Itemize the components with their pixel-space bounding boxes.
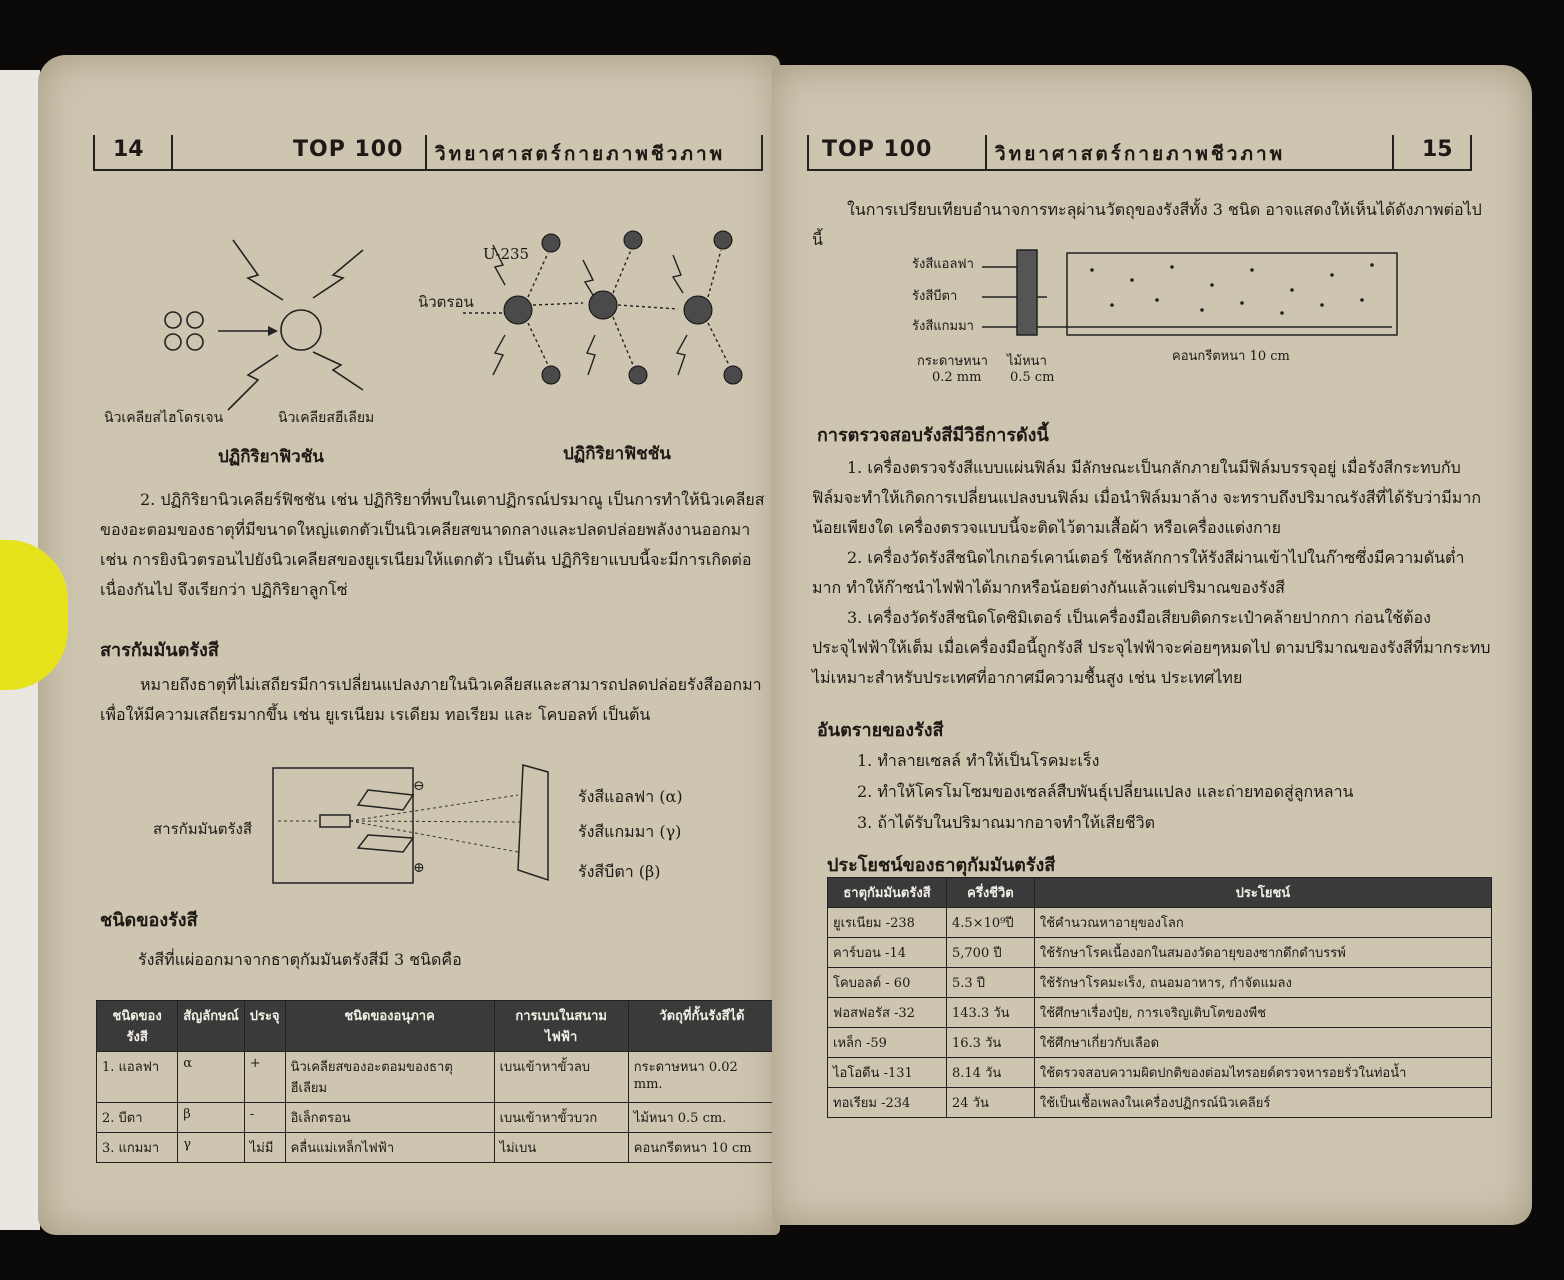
ray-table-header-cell: การเบนในสนามไฟฟ้า: [494, 1001, 628, 1052]
ray-table-cell: เบนเข้าหาขั้วลบ: [494, 1052, 628, 1103]
ray-table-row: [97, 1133, 776, 1163]
minus-sign: ⊖: [413, 778, 425, 794]
uses-table-row: [828, 998, 1492, 1028]
danger-item-3: 3. ถ้าได้รับในปริมาณมากอาจทำให้เสียชีวิต: [857, 813, 1156, 832]
ray-table-cell: +: [244, 1052, 285, 1103]
ray-table-cell: 2. บีตา: [97, 1103, 178, 1133]
uses-table-row: [828, 1088, 1492, 1118]
wood-label: ไม้หนา: [1007, 354, 1047, 369]
ray-table-cell: γ: [178, 1133, 244, 1163]
left-header-title: วิทยาศาสตร์กายภาพชีวภาพ: [435, 143, 726, 165]
uses-table-row: [828, 1058, 1492, 1088]
u235-label: U-235: [483, 245, 530, 263]
field-diagram: [268, 760, 568, 890]
detection-heading: การตรวจสอบรังสีมีวิธีการดังนี้: [817, 425, 1049, 446]
plus-sign: ⊕: [413, 860, 425, 876]
uses-table-row: [828, 938, 1492, 968]
ray-table-cell: β: [178, 1103, 244, 1133]
fusion-caption: ปฏิกิริยาฟิวชัน: [218, 447, 324, 467]
ray-types-table: [96, 1000, 776, 1163]
helium-label: นิวเคลียสฮีเลียม: [278, 410, 375, 426]
danger-list: [857, 745, 1497, 838]
uses-table-cell: 8.14 วัน: [947, 1058, 1035, 1088]
ray-table-cell: คอนกรีตหนา 10 cm: [628, 1133, 775, 1163]
ray-table-cell: ไม่เบน: [494, 1133, 628, 1163]
pen-gamma-label: รังสีแกมมา: [912, 319, 974, 334]
detection-item-2: 2. เครื่องวัดรังสีชนิดไกเกอร์เคาน์เตอร์ ใช้หลักการให้รังสีผ่านเข้าไปในก๊าซซึ่งมีความดันต่ำมาก ทำให้ก๊าซนำไฟฟ้าได้มากหรือน้อยต่างกันแล้วแต่ปริมาณของรังสี: [812, 548, 1465, 597]
uses-table-cell: 5.3 ปี: [947, 968, 1035, 998]
uses-heading: ประโยชน์ของธาตุกัมมันตรังสี: [827, 855, 1056, 876]
uses-table-cell: 5,700 ปี: [947, 938, 1035, 968]
uses-table-cell: ยูเรเนียม -238: [828, 908, 947, 938]
uses-table-cell: ไอโอดีน -131: [828, 1058, 947, 1088]
fission-paragraph: 2. ปฏิกิริยานิวเคลียร์ฟิชชัน เช่น ปฏิกิริยาที่พบในเตาปฏิกรณ์ปรมาณู เป็นการทำให้นิวเคลียสของอะตอมของธาตุที่มีขนาดใหญ่แตกตัวเป็นนิวเคลียสขนาดกลางและปลดปล่อยพลังงานออกมา เช่น การยิงนิวตรอนไปยังนิวเคลียสของยูเรเนียมให้แตกตัว เป็นต้น ปฏิกิริยาแบบนี้จะมีการเกิดต่อเนื่องกันไป จึงเรียกว่า ปฏิกิริยาลูกโซ่: [100, 490, 765, 599]
ray-table-cell: ไม่มี: [244, 1133, 285, 1163]
penetration-intro: ในการเปรียบเทียบอำนาจการทะลุผ่านวัตถุของรังสีทั้ง 3 ชนิด อาจแสดงให้เห็นได้ดังภาพต่อไปนี้: [812, 200, 1482, 249]
beta-ray-label: รังสีบีตา (β): [578, 862, 661, 881]
uses-table-header-cell: ธาตุกัมมันตรังสี: [828, 878, 947, 908]
radioactive-paragraph: หมายถึงธาตุที่ไม่เสถียรมีการเปลี่ยนแปลงภายในนิวเคลียสและสามารถปลดปล่อยรังสีออกมา เพื่อให้มีความเสถียรมากขึ้น เช่น ยูเรเนียม เรเดียม ทอเรียม และ โคบอลท์ เป็นต้น: [100, 675, 762, 724]
uses-table-cell: ใช้รักษาโรคมะเร็ง, ถนอมอาหาร, กำจัดแมลง: [1034, 968, 1491, 998]
detection-item-1: 1. เครื่องตรวจรังสีแบบแผ่นฟิล์ม มีลักษณะเป็นกลักภายในมีฟิล์มบรรจุอยู่ เมื่อรังสีกระทบกับฟิล์มจะทำให้เกิดการเปลี่ยนแปลงบนฟิล์ม เมื่อนำฟิล์มมาล้าง จะทราบถึงปริมาณรังสีที่ได้รับว่ามีมากน้อยเพียงใด เครื่องตรวจแบบนี้จะติดไว้ตามเสื้อผ้า หรือเครื่องแต่งกาย: [812, 458, 1481, 537]
ray-table-cell: คลื่นแม่เหล็กไฟฟ้า: [285, 1133, 494, 1163]
ray-table-cell: 1. แอลฟา: [97, 1052, 178, 1103]
right-header-brand: TOP 100: [822, 137, 933, 162]
right-header: [807, 135, 1472, 171]
hydrogen-label: นิวเคลียสไฮโดรเจน: [104, 410, 224, 426]
uses-table-row: [828, 1028, 1492, 1058]
uses-table-cell: เหล็ก -59: [828, 1028, 947, 1058]
ray-table-row: [97, 1052, 776, 1103]
uses-table-cell: ใช้ตรวจสอบความผิดปกติของต่อมไทรอยด์ตรวจหารอยรั่วในท่อน้ำ: [1034, 1058, 1491, 1088]
detection-item-3: 3. เครื่องวัดรังสีชนิดโดซิมิเตอร์ เป็นเครื่องมือเสียบติดกระเป๋าคล้ายปากกา ก่อนใช้ต้องประจุไฟฟ้าให้เต็ม เมื่อเครื่องมือนี้ถูกรังสี ประจุไฟฟ้าจะค่อยๆหมดไป ตามปริมาณของรังสีที่มากระทบ ไม่เหมาะสำหรับประเทศที่อากาศมีความชื้นสูง เช่น ประเทศไทย: [812, 608, 1491, 687]
uses-table: [827, 877, 1492, 1118]
danger-heading: อันตรายของรังสี: [817, 720, 944, 741]
ray-table-cell: α: [178, 1052, 244, 1103]
left-page: [38, 55, 780, 1235]
ray-table-cell: เบนเข้าหาขั้วบวก: [494, 1103, 628, 1133]
uses-table-cell: 143.3 วัน: [947, 998, 1035, 1028]
pen-alpha-label: รังสีแอลฟา: [912, 257, 974, 272]
danger-item-1: 1. ทำลายเซลล์ ทำให้เป็นโรคมะเร็ง: [857, 751, 1100, 770]
ray-table-header-cell: ชนิดของรังสี: [97, 1001, 178, 1052]
uses-table-header-cell: ประโยชน์: [1034, 878, 1491, 908]
ray-table-cell: กระดาษหนา 0.02 mm.: [628, 1052, 775, 1103]
uses-table-cell: ใช้เป็นเชื้อเพลงในเครื่องปฏิกรณ์นิวเคลียร์: [1034, 1088, 1491, 1118]
uses-table-cell: 16.3 วัน: [947, 1028, 1035, 1058]
ray-table-header-cell: ชนิดของอนุภาค: [285, 1001, 494, 1052]
uses-table-cell: คาร์บอน -14: [828, 938, 947, 968]
ray-table-header-cell: สัญลักษณ์: [178, 1001, 244, 1052]
radioactive-source-label: สารกัมมันตรังสี: [153, 820, 253, 838]
ray-table-header-cell: ประจุ: [244, 1001, 285, 1052]
uses-table-cell: 24 วัน: [947, 1088, 1035, 1118]
penetration-diagram: [912, 245, 1402, 340]
ray-table-header-cell: วัตถุที่กั้นรังสีได้: [628, 1001, 775, 1052]
ray-table-row: [97, 1103, 776, 1133]
alpha-ray-label: รังสีแอลฟา (α): [578, 787, 683, 806]
ray-types-heading: ชนิดของรังสี: [100, 910, 198, 931]
right-header-title: วิทยาศาสตร์กายภาพชีวภาพ: [995, 143, 1286, 165]
left-header: [93, 135, 763, 171]
wood-thickness: 0.5 cm: [1010, 370, 1055, 385]
uses-table-cell: โคบอลต์ - 60: [828, 968, 947, 998]
detection-list: [812, 453, 1492, 693]
uses-table-cell: ใช้รักษาโรคเนื้องอกในสมองวัดอายุของซากดึกดำบรรพ์: [1034, 938, 1491, 968]
ray-table-cell: อิเล็กตรอน: [285, 1103, 494, 1133]
right-page: [772, 65, 1532, 1225]
uses-table-row: [828, 908, 1492, 938]
fusion-diagram: [133, 220, 393, 420]
ray-table-cell: นิวเคลียสของอะตอมของธาตุฮีเลียม: [285, 1052, 494, 1103]
ray-table-cell: ไม้หนา 0.5 cm.: [628, 1103, 775, 1133]
pen-beta-label: รังสีบีตา: [912, 289, 958, 304]
danger-item-2: 2. ทำให้โครโมโซมของเซลล์สืบพันธุ์เปลี่ยนแปลง และถ่ายทอดสู่ลูกหลาน: [857, 782, 1354, 801]
paper-label: กระดาษหนา: [917, 354, 988, 369]
uses-table-row: [828, 968, 1492, 998]
uses-table-cell: 4.5×10⁹ปี: [947, 908, 1035, 938]
uses-table-header-cell: ครึ่งชีวิต: [947, 878, 1035, 908]
concrete-label: คอนกรีตหนา 10 cm: [1172, 349, 1290, 364]
uses-table-cell: ใช้ศึกษาเรื่องปุ๋ย, การเจริญเติบโตของพืช: [1034, 998, 1491, 1028]
neutron-label: นิวตรอน: [418, 293, 474, 311]
uses-table-cell: ใช้คำนวณหาอายุของโลก: [1034, 908, 1491, 938]
fission-caption: ปฏิกิริยาฟิชชัน: [563, 444, 671, 464]
paper-thickness: 0.2 mm: [932, 370, 982, 385]
right-page-number: 15: [1422, 137, 1453, 162]
ray-table-cell: 3. แกมมา: [97, 1133, 178, 1163]
gamma-ray-label: รังสีแกมมา (γ): [578, 822, 682, 841]
left-header-brand: TOP 100: [293, 137, 404, 162]
uses-table-cell: ใช้ศึกษาเกี่ยวกับเลือด: [1034, 1028, 1491, 1058]
ray-types-intro: รังสีที่แผ่ออกมาจากธาตุกัมมันตรังสีมี 3 ชนิดคือ: [138, 950, 462, 969]
left-page-number: 14: [113, 137, 144, 162]
uses-table-cell: ฟอสฟอรัส -32: [828, 998, 947, 1028]
ray-table-cell: -: [244, 1103, 285, 1133]
uses-table-cell: ทอเรียม -234: [828, 1088, 947, 1118]
radioactive-heading: สารกัมมันตรังสี: [100, 640, 219, 661]
